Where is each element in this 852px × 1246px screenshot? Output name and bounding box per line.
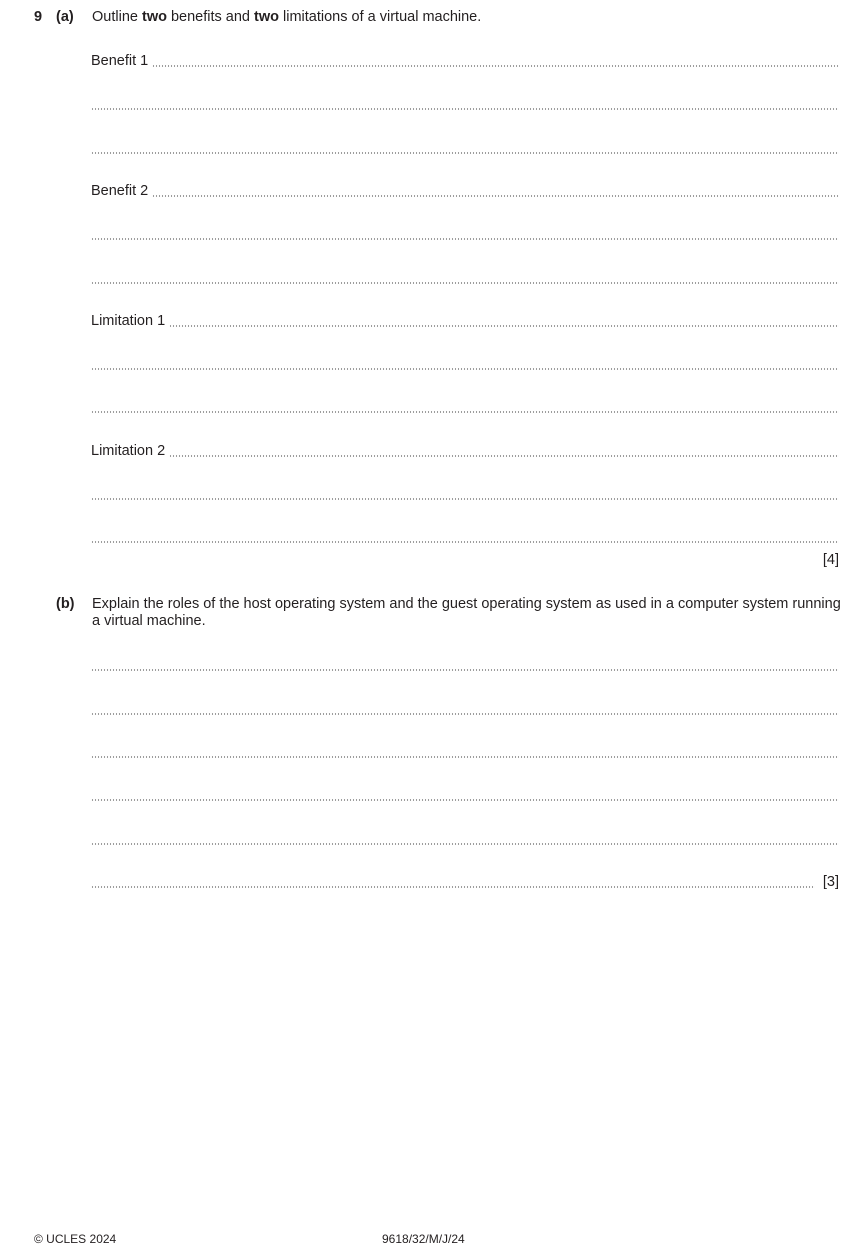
dotted-line — [91, 368, 839, 370]
answer-line[interactable] — [91, 226, 839, 242]
limitation-2-answer-line[interactable] — [91, 443, 839, 459]
dotted-line — [91, 411, 839, 413]
dotted-line — [91, 238, 839, 240]
benefit-2-label: Benefit 2 — [91, 183, 149, 199]
part-b-marks: [3] — [822, 874, 839, 890]
dotted-line — [91, 799, 839, 801]
part-b-label: (b) — [56, 596, 75, 612]
dotted-line — [91, 498, 839, 500]
paper-code-footer: 9618/32/M/J/24 — [382, 1232, 465, 1246]
answer-line[interactable] — [91, 787, 839, 803]
answer-line[interactable] — [91, 701, 839, 717]
part-a-marks: [4] — [822, 552, 839, 568]
dotted-line — [91, 886, 815, 888]
dotted-line — [91, 108, 839, 110]
answer-line-with-marks[interactable] — [91, 874, 839, 890]
answer-line[interactable] — [91, 270, 839, 286]
limitation-1-answer-line[interactable] — [91, 313, 839, 329]
dotted-line — [152, 65, 839, 67]
dotted-line — [91, 756, 839, 758]
dotted-line — [91, 843, 839, 845]
dotted-line — [169, 325, 839, 327]
copyright-footer: © UCLES 2024 — [34, 1232, 117, 1246]
answer-line[interactable] — [91, 399, 839, 415]
answer-line[interactable] — [91, 831, 839, 847]
answer-line[interactable] — [91, 529, 839, 545]
part-a-label: (a) — [56, 9, 74, 25]
answer-line[interactable] — [91, 356, 839, 372]
benefit-2-answer-line[interactable] — [91, 183, 839, 199]
part-a-question-text: Outline two benefits and two limitations of a virtual machine. — [92, 9, 482, 25]
answer-line[interactable] — [91, 744, 839, 760]
answer-line[interactable] — [91, 140, 839, 156]
answer-line[interactable] — [91, 96, 839, 112]
dotted-line — [152, 195, 839, 197]
question-number: 9 — [34, 9, 43, 25]
limitation-1-label: Limitation 1 — [91, 313, 166, 329]
answer-line[interactable] — [91, 657, 839, 673]
dotted-line — [169, 455, 839, 457]
benefit-1-answer-line[interactable] — [91, 53, 839, 69]
limitation-2-label: Limitation 2 — [91, 443, 166, 459]
benefit-1-label: Benefit 1 — [91, 53, 149, 69]
dotted-line — [91, 541, 839, 543]
dotted-line — [91, 713, 839, 715]
dotted-line — [91, 669, 839, 671]
part-b-question-text: Explain the roles of the host operating system and the guest operating system as used in a computer system running a virtual machine. — [92, 596, 841, 629]
dotted-line — [91, 282, 839, 284]
answer-line[interactable] — [91, 486, 839, 502]
dotted-line — [91, 152, 839, 154]
